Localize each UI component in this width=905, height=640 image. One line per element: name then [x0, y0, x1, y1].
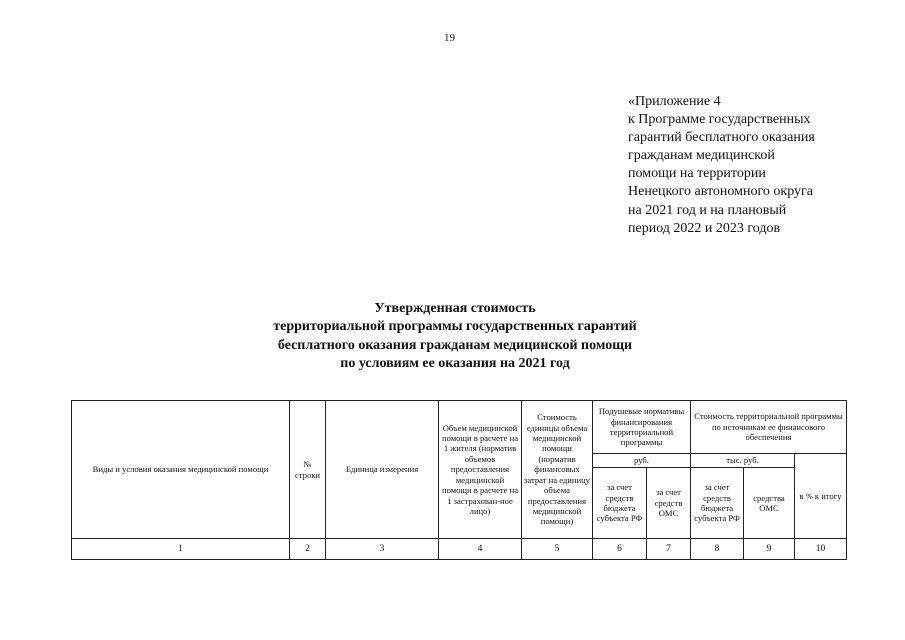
header-rub: руб.	[593, 454, 691, 468]
header-unit: Единица измерения	[326, 401, 439, 539]
column-number: 2	[290, 539, 326, 560]
title-line: территориальной программы государственных гарантий	[273, 319, 637, 335]
appendix-line: Ненецкого автономного округа	[628, 184, 813, 200]
header-oms: за счет средств ОМС	[647, 468, 691, 539]
header-budget-rf-thous: за счет средств бюджета субъекта РФ	[691, 468, 744, 539]
header-row-no: № строки	[290, 401, 326, 539]
appendix-line: на 2021 год и на плановый	[628, 202, 787, 218]
header-percent: в % к итогу	[795, 454, 847, 539]
document-title	[175, 300, 735, 374]
title-line: Утвержденная стоимость	[374, 301, 536, 316]
appendix-line: «Приложение 4	[628, 94, 721, 109]
appendix-line: к Программе государственных	[628, 112, 811, 128]
column-number: 1	[72, 539, 290, 560]
column-number: 3	[326, 539, 439, 560]
header-types: Виды и условия оказания медицинской помощи	[72, 401, 290, 539]
column-number: 6	[593, 539, 647, 560]
title-line: бесплатного оказания гражданам медицинской помощи	[277, 337, 633, 353]
column-number: 5	[522, 539, 593, 560]
column-number: 9	[744, 539, 795, 560]
appendix-line: гражданам медицинской	[628, 148, 775, 164]
header-thous-rub: тыс. руб.	[691, 454, 795, 468]
header-oms-thous: средства ОМС	[744, 468, 795, 539]
header-volume: Объем медицинской помощи в расчете на 1 жителя (норматив объемов предоставления медицинской помощи в расчете на 1 застрахован-ное лицо)	[439, 401, 522, 539]
header-per-capita: Подушевые нормативы финансирования территориальной программы	[593, 401, 691, 454]
column-number: 4	[439, 539, 522, 560]
appendix-block	[628, 93, 888, 238]
column-number: 8	[691, 539, 744, 560]
column-number: 10	[795, 539, 847, 560]
page-number: 19	[444, 32, 455, 44]
appendix-line: помощи на территории	[628, 166, 766, 182]
header-unit-cost: Стоимость единицы объема медицинской помощи (норматив финансовых затрат на единицу объема предоставления медицинской помощи)	[522, 401, 593, 539]
appendix-line: гарантий бесплатного оказания	[628, 130, 815, 146]
appendix-line: период 2022 и 2023 годов	[628, 220, 781, 236]
title-line: по условиям ее оказания на 2021 год	[340, 356, 570, 372]
header-budget-rf: за счет средств бюджета субъекта РФ	[593, 468, 647, 539]
cost-table	[71, 400, 847, 560]
header-program-cost: Стоимость территориальной программы по источникам ее финансового обеспечения	[691, 401, 847, 454]
column-number: 7	[647, 539, 691, 560]
